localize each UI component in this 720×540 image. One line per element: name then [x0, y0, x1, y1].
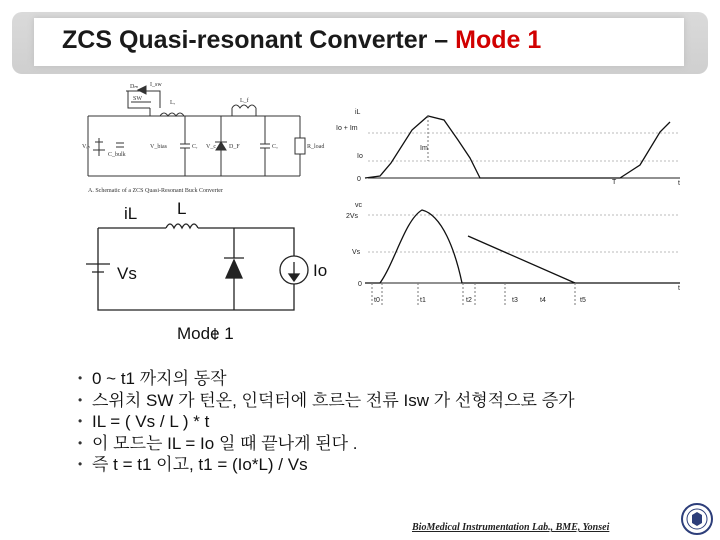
- label-cr: Cᵣ: [192, 144, 198, 150]
- bullet-item: • 스위치 SW 가 턴온, 인덕터에 흐르는 전류 Isw 가 선형적으로 증가: [78, 390, 575, 412]
- diode-df-symbol: [216, 142, 226, 150]
- mode1-equivalent-circuit: [86, 199, 327, 343]
- top-x-label: t: [678, 180, 680, 187]
- bullet-list: [78, 368, 575, 476]
- diode-dm-symbol: [138, 86, 146, 94]
- inductor-current-waveform: [336, 109, 680, 187]
- time-label-t3: t3: [512, 297, 518, 304]
- bullet-item: • 0 ~ t1 까지의 동작: [78, 368, 575, 390]
- top-label-zero: 0: [357, 176, 361, 183]
- bottom-x-label: t: [678, 285, 680, 292]
- label-lr: Lᵣ: [170, 100, 176, 106]
- bullet-item: • 즉 t = t1 이고, t1 = (Io*L) / Vs: [78, 454, 575, 476]
- top-label-il: iL: [355, 109, 361, 116]
- bullet-item: • IL = ( Vs / L ) * t: [78, 411, 575, 433]
- label-rload: R_load: [307, 144, 325, 150]
- footer-lab-name: BioMedical Instrumentation Lab., BME, Yonsei: [412, 522, 610, 533]
- label-vbias: V_bias: [150, 144, 167, 150]
- bottom-label-vs: Vs: [352, 249, 361, 256]
- waveform-charts: [336, 109, 680, 305]
- label-df: D_F: [229, 144, 240, 150]
- label-vin: Vᵢₙ: [82, 144, 90, 150]
- label-vs: Vs: [117, 264, 137, 283]
- label-isw: I_sw: [150, 82, 162, 88]
- bullet-item: • 이 모드는 IL = Io 일 때 끝나게 된다 .: [78, 433, 575, 455]
- top-label-im: Im: [420, 145, 428, 152]
- freewheel-diode-symbol: [226, 260, 242, 278]
- mode-label: Mode 1: [177, 324, 234, 343]
- label-lf: L_f: [240, 98, 249, 104]
- time-label-t5: t5: [580, 297, 586, 304]
- label-dm: Dₘ: [130, 84, 139, 90]
- label-sw: SW: [133, 96, 142, 102]
- university-seal-logo: [680, 502, 714, 536]
- label-l: L: [177, 199, 187, 218]
- bottom-label-vc: vc: [355, 202, 362, 209]
- title-accent: Mode 1: [455, 26, 542, 54]
- bottom-label-2vs: 2Vs: [346, 213, 359, 220]
- top-label-io: Io: [357, 153, 363, 160]
- title-main: ZCS Quasi-resonant Converter –: [62, 26, 456, 54]
- top-period-mark: T: [612, 179, 617, 186]
- bottom-label-zero: 0: [358, 281, 362, 288]
- label-il: iL: [124, 204, 138, 223]
- capacitor-voltage-waveform: [346, 202, 680, 305]
- schematic-buck-converter: [82, 82, 324, 194]
- label-cbulk: C_bulk: [108, 152, 126, 158]
- time-label-t1: t1: [420, 297, 426, 304]
- top-label-io-plus-im: Io + Im: [336, 125, 358, 132]
- label-vc: V_c: [206, 144, 216, 150]
- time-label-t4: t4: [540, 297, 546, 304]
- time-label-t2: t2: [466, 297, 472, 304]
- label-io: Io: [313, 261, 328, 280]
- time-label-t0: t0: [374, 297, 380, 304]
- schematic-caption: A. Schematic of a ZCS Quasi-Resonant Buck Converter: [88, 188, 223, 194]
- label-co: Cₒ: [272, 144, 278, 150]
